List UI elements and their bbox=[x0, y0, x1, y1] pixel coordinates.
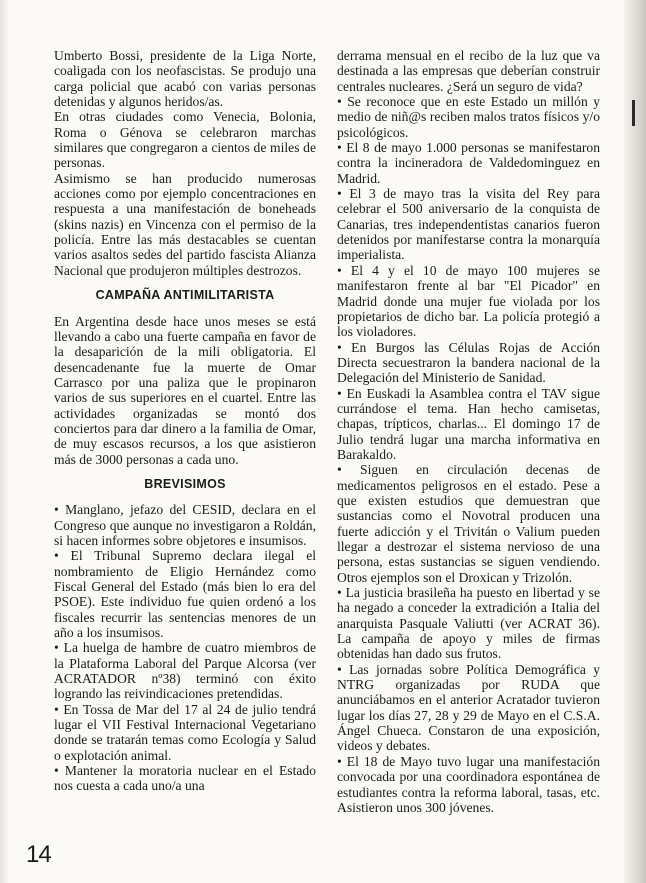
bullet-item: • Siguen en circulación decenas de medicamentos peligrosos en el estado. Pese a que existen estudios que demuestran que sustancias como el Novotral producen una fuerte adicción y el Trivitán o Valium pueden llegar a destrozar el sistema nervioso de una persona, estas sustancias se siguen vendiendo. Otros ejemplos son el Droxican y Trizolón. bbox=[337, 462, 600, 585]
margin-mark bbox=[632, 100, 635, 126]
bullet-item: • El Tribunal Supremo declara ilegal el nombramiento de Eligio Hernández como Fiscal General del Estado (más bien lo era del PSOE). Este individuo fue quien ordenó a los fiscales recurrir las sentencias menores de un año a los insumisos. bbox=[54, 548, 316, 641]
bullet-item: • Manglano, jefazo del CESID, declara en el Congreso que aunque no investigaron a Roldán, si hacen informes sobre objetores e insumisos. bbox=[54, 502, 316, 548]
bullet-item: • La justicia brasileña ha puesto en libertad y se ha negado a conceder la extradición a Italia del anarquista Pasquale Valiutti (ver ACRAT 36). La campaña de apoyo y miles de firmas obtenidas han dado sus frutos. bbox=[337, 585, 600, 662]
paragraph: Umberto Bossi, presidente de la Liga Norte, coaligada con los neofascistas. Se produjo una carga policial que acabó con varias personas detenidas y algunos heridos/as. bbox=[54, 48, 316, 110]
paragraph: Asimismo se han producido numerosas acciones como por ejemplo concentraciones en respuesta a una manifestación de boneheads (skins nazis) en Vincenza con el permiso de la policía. Entre las más destacables se cuentan varios asaltos sedes del partido fascista Alianza Nacional que produjeron múltiples destrozos. bbox=[54, 170, 316, 278]
bullet-item: • La huelga de hambre de cuatro miembros de la Plataforma Laboral del Parque Alcorsa (ver ACRATADOR nº38) terminó con éxito logrando las reivindicaciones pretendidas. bbox=[54, 640, 316, 702]
bullet-item: • En Burgos las Células Rojas de Acción Directa secuestraron la bandera nacional de la Delegación del Ministerio de Sanidad. bbox=[337, 339, 600, 386]
bullet-item: • Las jornadas sobre Política Demográfica y NTRG organizadas por RUDA que anunciábamos en el anterior Acratador tuvieron lugar los días 27, 28 y 29 de Mayo en el C.S.A. Ángel Chueca. Constaron de una exposición, videos y debates. bbox=[337, 661, 600, 754]
paragraph-continuation: derrama mensual en el recibo de la luz que va destinada a las empresas que deberían construir centrales nucleares. ¿Será un seguro de vida? bbox=[337, 48, 600, 94]
paragraph: En Argentina desde hace unos meses se está llevando a cabo una fuerte campaña en favor de la desaparición de la mili obligatoria. El desencadenante fue la muerte de Omar Carrasco por una paliza que le propinaron varios de sus superiores en el cuartel. Entre las actividades organizadas se montó dos conciertos para dar dinero a la familia de Omar, de muy escasos recursos, a los que asistieron más de 3000 personas a cada uno. bbox=[54, 313, 316, 467]
paragraph: En otras ciudades como Venecia, Bolonia, Roma o Génova se celebraron marchas similares que congregaron a cientos de miles de personas. bbox=[54, 109, 316, 171]
right-column bbox=[337, 48, 600, 815]
bullet-item: • El 8 de mayo 1.000 personas se manifestaron contra la incineradora de Valdedominguez en Madrid. bbox=[337, 140, 600, 186]
section-title-brevisimos: BREVISIMOS bbox=[144, 476, 226, 491]
bullet-item: • El 18 de Mayo tuvo lugar una manifestación convocada por una coordinadora espontánea de estudiantes contra la reforma laboral, tasas, etc. Asistieron unos 300 jóvenes. bbox=[337, 753, 600, 815]
bullet-item: • Se reconoce que en este Estado un millón y medio de niñ@s reciben malos tratos físicos y/o psicológicos. bbox=[337, 94, 600, 140]
section-title-antimilitarista: CAMPAÑA ANTIMILITARISTA bbox=[95, 288, 275, 303]
bullet-item: • En Euskadi la Asamblea contra el TAV sigue currándose el tema. Han hecho camisetas, chapas, trípticos, charlas... El domingo 17 de Julio tendrá lugar una marcha informativa en Barakaldo. bbox=[337, 385, 600, 462]
page-number: 14 bbox=[26, 841, 51, 868]
bullet-item: • Mantener la moratoria nuclear en el Estado nos cuesta a cada uno/a una bbox=[54, 763, 316, 794]
bullet-item: • El 4 y el 10 de mayo 100 mujeres se manifestaron frente al bar "El Picador" en Madrid donde una mujer fue violada por los propietarios de dicho bar. La policía protegió a los violadores. bbox=[337, 262, 600, 340]
page-right-edge-shadow bbox=[624, 0, 646, 883]
bullet-item: • En Tossa de Mar del 17 al 24 de julio tendrá lugar el VII Festival Internacional Vegetariano donde se tratarán temas como Ecología y Salud o explotación animal. bbox=[54, 701, 316, 763]
page-left-edge bbox=[0, 0, 10, 883]
bullet-item: • El 3 de mayo tras la visita del Rey para celebrar el 500 aniversario de la conquista de Canarias, tres independentistas canarios fueron detenidos por manifestarse contra la monarquía imperialista. bbox=[337, 186, 600, 263]
left-column bbox=[54, 48, 316, 794]
